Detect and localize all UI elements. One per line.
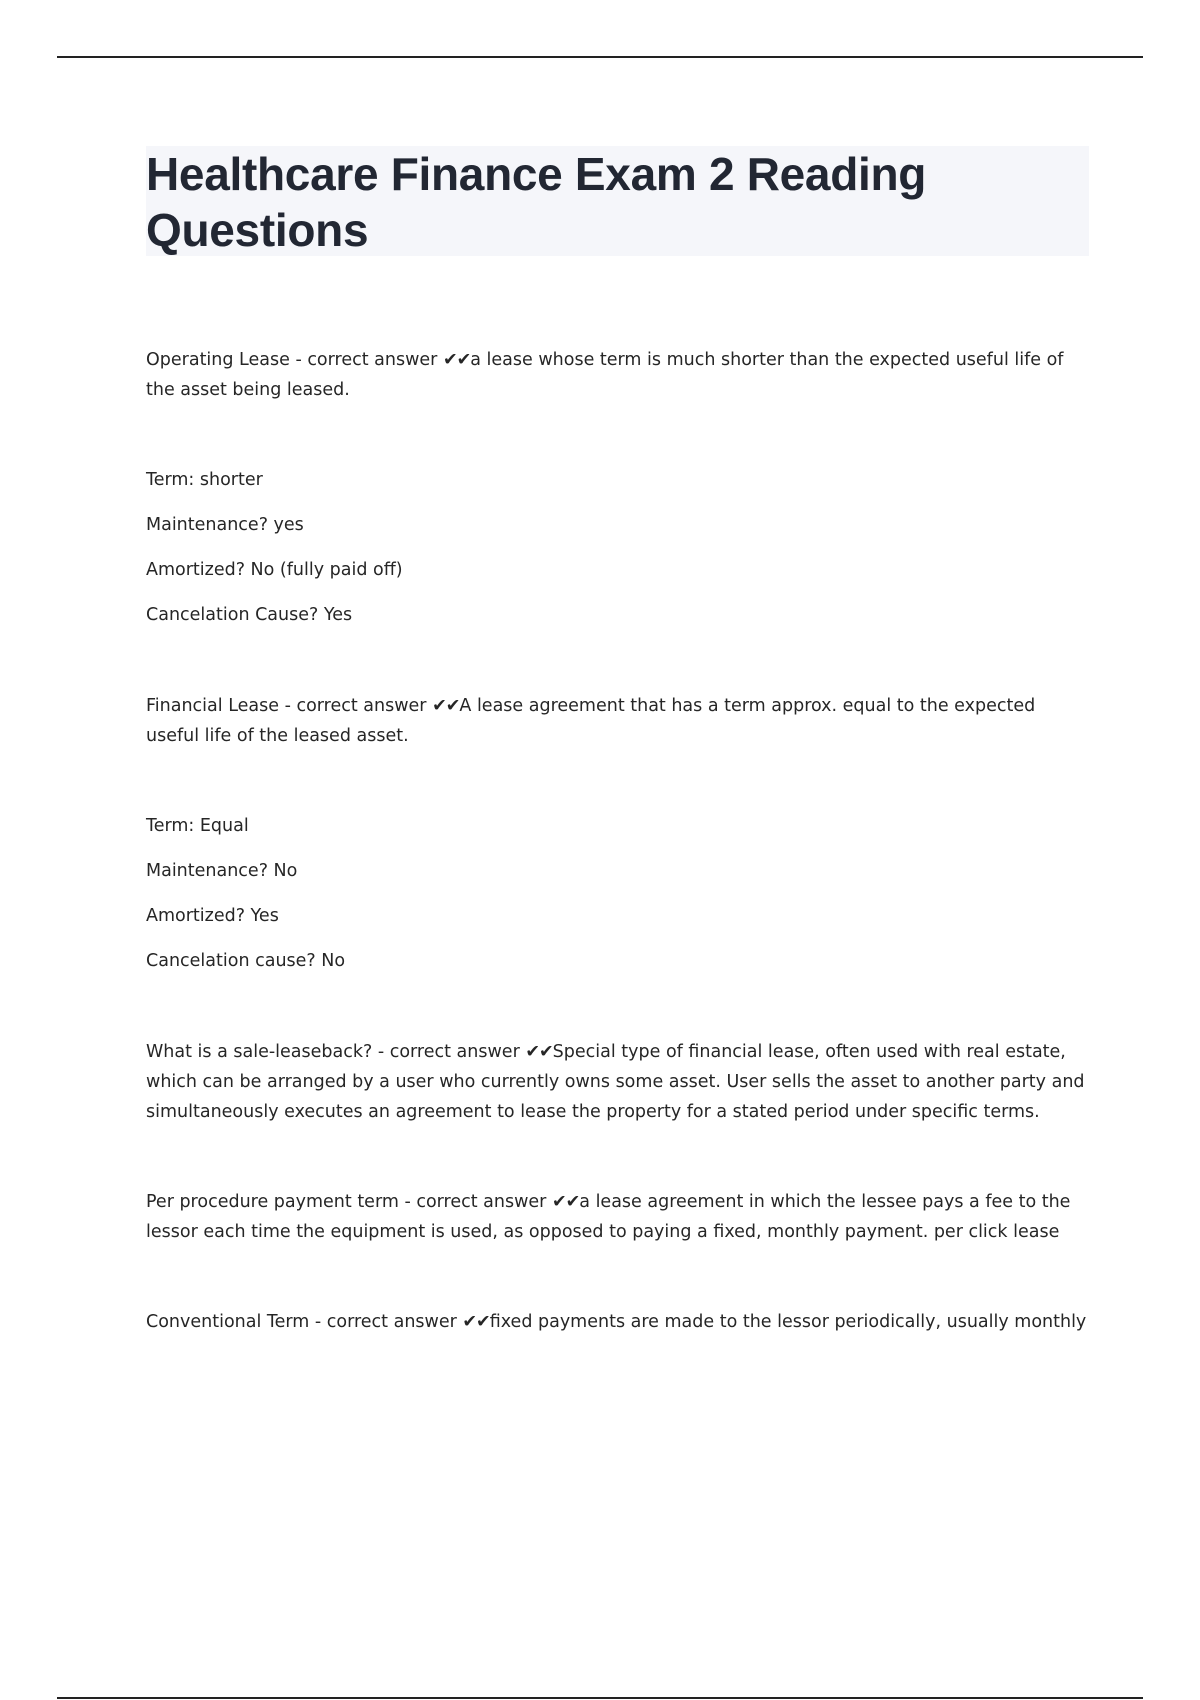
qa-separator: - correct answer [309, 1312, 463, 1332]
qa-answer: A lease agreement that has a term approx. equal to the expected useful life of the leased asset. [146, 696, 1036, 746]
qa-term: Per procedure payment term [146, 1192, 399, 1212]
qa-entry-per-procedure-payment-term [146, 1187, 1091, 1247]
document-body [146, 345, 1091, 1337]
qa-term: Conventional Term [146, 1312, 310, 1332]
qa-separator: - correct answer [372, 1042, 526, 1062]
qa-entry-conventional-term [146, 1307, 1091, 1337]
detail-line: Amortized? No (fully paid off) [146, 560, 403, 580]
double-check-icon: ✔✔ [432, 696, 460, 716]
qa-answer: fixed payments are made to the lessor periodically, usually monthly [489, 1312, 1087, 1332]
qa-answer: Special type of financial lease, often used with real estate, which can be arranged by a user who currently owns some asset. User sells the asset to another party and simultaneously executes an agreement to lease the property for a stated period under specific terms. [146, 1042, 1085, 1122]
document-title: Healthcare Finance Exam 2 Reading Questions [146, 148, 927, 256]
double-check-icon: ✔✔ [551, 1192, 580, 1212]
qa-answer: a lease agreement in which the lessee pays a fee to the lessor each time the equipment is used, as opposed to paying a fixed, monthly payment. per click lease [146, 1192, 1071, 1242]
qa-term: Financial Lease [146, 696, 280, 716]
qa-term: What is a sale-leaseback? [146, 1042, 373, 1062]
detail-line: Cancelation Cause? Yes [146, 605, 353, 625]
qa-entry-operating-lease [146, 345, 1091, 405]
top-rule [57, 56, 1143, 58]
double-check-icon: ✔✔ [442, 350, 471, 370]
detail-line: Cancelation cause? No [146, 951, 346, 971]
qa-term: Operating Lease [146, 350, 290, 370]
qa-separator: - correct answer [289, 350, 443, 370]
title-banner [146, 146, 1089, 256]
bottom-rule [57, 1697, 1143, 1699]
double-check-icon: ✔✔ [462, 1312, 490, 1332]
detail-line: Term: shorter [146, 470, 263, 490]
detail-line: Amortized? Yes [146, 906, 279, 926]
double-check-icon: ✔✔ [525, 1042, 553, 1062]
detail-line: Maintenance? yes [146, 515, 304, 535]
qa-entry-sale-leaseback [146, 1037, 1091, 1127]
qa-separator: - correct answer [398, 1192, 552, 1212]
qa-separator: - correct answer [279, 696, 433, 716]
qa-answer: a lease whose term is much shorter than the expected useful life of the asset being leased. [146, 350, 1064, 400]
qa-entry-financial-lease [146, 691, 1091, 751]
detail-line: Term: Equal [146, 816, 249, 836]
detail-line: Maintenance? No [146, 861, 298, 881]
